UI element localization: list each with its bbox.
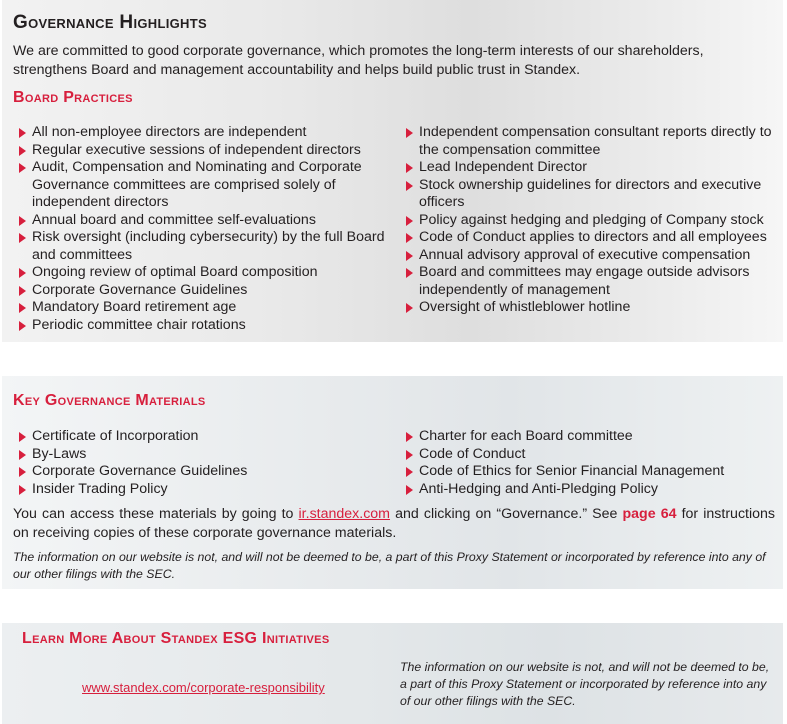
list-item-text: Insider Trading Policy <box>32 480 168 497</box>
board-practices-list-right <box>404 124 774 317</box>
list-item-text: Oversight of whistleblower hotline <box>419 299 631 315</box>
red-triangle-bullet-icon <box>19 146 26 156</box>
list-item <box>17 446 377 464</box>
list-item-text: Ongoing review of optimal Board composition <box>32 264 318 280</box>
red-triangle-bullet-icon <box>19 485 26 495</box>
list-item <box>17 159 387 212</box>
red-triangle-bullet-icon <box>406 432 413 442</box>
list-item <box>404 264 774 299</box>
red-triangle-bullet-icon <box>19 450 26 460</box>
list-item-text: Anti-Hedging and Anti-Pledging Policy <box>419 480 658 497</box>
list-item <box>17 212 387 230</box>
ir-standex-link[interactable]: ir.standex.com <box>298 506 391 522</box>
board-practices-title: Board Practices <box>13 89 133 106</box>
red-triangle-bullet-icon <box>406 181 413 191</box>
materials-list-left <box>17 428 377 498</box>
red-triangle-bullet-icon <box>406 450 413 460</box>
list-item <box>404 247 774 265</box>
list-item <box>404 481 774 499</box>
list-item-text: Periodic committee chair rotations <box>32 316 246 333</box>
red-triangle-bullet-icon <box>406 268 413 278</box>
red-triangle-bullet-icon <box>19 268 26 278</box>
red-triangle-bullet-icon <box>19 432 26 442</box>
red-triangle-bullet-icon <box>19 233 26 243</box>
list-item <box>404 446 774 464</box>
list-item <box>17 229 387 264</box>
list-item <box>17 463 377 481</box>
list-item-text: Risk oversight (including cybersecurity) by the full Board and committees <box>32 229 385 263</box>
list-item <box>404 124 774 159</box>
list-item-text: Corporate Governance Guidelines <box>32 463 248 479</box>
list-item-text: Mandatory Board retirement age <box>32 299 237 315</box>
list-item-text: By-Laws <box>32 445 87 462</box>
list-item-text: Policy against hedging and pledging of Company stock <box>419 211 764 228</box>
list-item <box>404 428 774 446</box>
red-triangle-bullet-icon <box>19 286 26 296</box>
access-text-before: You can access these materials by going to <box>13 506 299 522</box>
red-triangle-bullet-icon <box>19 321 26 331</box>
red-triangle-bullet-icon <box>19 216 26 226</box>
list-item <box>17 142 387 160</box>
list-item-text: Charter for each Board committee <box>419 428 633 444</box>
governance-intro: We are committed to good corporate governance, which promotes the long-term interests of our shareholders, strengthens Board and management accountability and helps build public trust in Standex. <box>13 43 704 78</box>
list-item <box>404 229 774 247</box>
list-item <box>17 317 387 335</box>
materials-list-right <box>404 428 774 498</box>
learn-more-title: Learn More About Standex ESG Initiatives <box>22 630 330 647</box>
key-governance-materials-title: Key Governance Materials <box>13 392 206 409</box>
list-item-text: Regular executive sessions of independent directors <box>32 141 361 158</box>
red-triangle-bullet-icon <box>406 216 413 226</box>
list-item-text: Independent compensation consultant reports directly to the compensation committee <box>419 124 772 158</box>
red-triangle-bullet-icon <box>406 233 413 243</box>
access-text-after: for instructions on receiving copies of these corporate governance materials. <box>13 506 776 541</box>
list-item <box>404 299 774 317</box>
list-item-text: Audit, Compensation and Nominating and Corporate Governance committees are comprised solely of independent directors <box>32 159 362 210</box>
list-item <box>404 177 774 212</box>
red-triangle-bullet-icon <box>19 303 26 313</box>
corporate-responsibility-link[interactable]: www.standex.com/corporate-responsibility <box>82 680 325 695</box>
list-item-text: Code of Conduct applies to directors and all employees <box>419 229 767 245</box>
list-item <box>404 463 774 481</box>
materials-disclaimer: The information on our website is not, and will not be deemed to be, a part of this Proxy Statement or incorporated by reference into any of our other filings with the SEC. <box>13 550 766 581</box>
learn-more-disclaimer: The information on our website is not, and will not be deemed to be, a part of this Proxy Statement or incorporated by reference into any of our other filings with the SEC. <box>400 660 770 708</box>
access-text-middle: and clicking on “Governance.” See <box>390 506 623 522</box>
red-triangle-bullet-icon <box>406 128 413 138</box>
list-item <box>17 299 387 317</box>
list-item-text: Code of Ethics for Senior Financial Management <box>419 463 725 479</box>
list-item-text: Stock ownership guidelines for directors and executive officers <box>419 176 762 210</box>
list-item-text: Board and committees may engage outside advisors independently of management <box>419 264 750 298</box>
red-triangle-bullet-icon <box>406 485 413 495</box>
red-triangle-bullet-icon <box>19 467 26 477</box>
red-triangle-bullet-icon <box>406 467 413 477</box>
red-triangle-bullet-icon <box>19 128 26 138</box>
list-item <box>17 282 387 300</box>
red-triangle-bullet-icon <box>19 163 26 173</box>
red-triangle-bullet-icon <box>406 303 413 313</box>
red-triangle-bullet-icon <box>406 163 413 173</box>
board-practices-list-left <box>17 124 387 334</box>
list-item <box>17 124 387 142</box>
page-title: Governance Highlights <box>13 12 207 33</box>
list-item-text: Lead Independent Director <box>419 159 588 175</box>
list-item-text: All non-employee directors are independent <box>32 124 307 140</box>
list-item <box>404 212 774 230</box>
list-item <box>17 481 377 499</box>
list-item-text: Annual board and committee self-evaluations <box>32 211 316 228</box>
list-item-text: Certificate of Incorporation <box>32 428 199 444</box>
list-item-text: Code of Conduct <box>419 445 526 462</box>
list-item <box>17 264 387 282</box>
page-reference-link[interactable]: page 64 <box>622 506 677 522</box>
list-item-text: Annual advisory approval of executive compensation <box>419 246 751 263</box>
list-item <box>404 159 774 177</box>
materials-access-paragraph <box>13 505 775 543</box>
list-item <box>17 428 377 446</box>
red-triangle-bullet-icon <box>406 251 413 261</box>
list-item-text: Corporate Governance Guidelines <box>32 281 248 298</box>
